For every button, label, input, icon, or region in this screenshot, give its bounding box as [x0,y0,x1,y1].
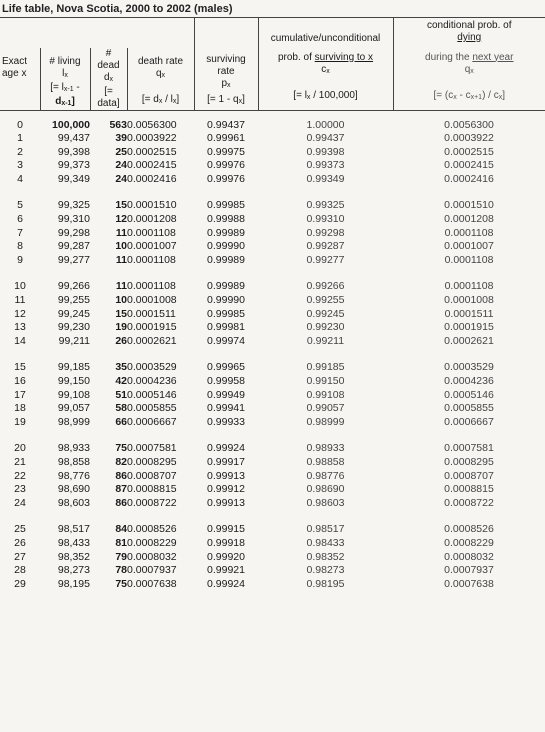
cell-surviving-rate: 0.99961 [207,132,245,145]
cell-conditional-prob: 0.0008032 [444,550,494,563]
cell-living: 98,690 [57,483,90,496]
cell-death-rate: 0.0001108 [127,280,176,293]
cell-age: 11 [14,294,26,307]
cell-death-rate: 0.0005146 [127,388,177,401]
cell-conditional-prob: 0.0003529 [444,361,494,374]
cell-age: 3 [17,159,23,172]
cell-dead: 26 [115,334,127,347]
cell-cumulative-prob: 0.99398 [306,145,345,158]
cell-surviving-rate: 0.99989 [207,280,245,293]
cell-dead: 87 [115,483,127,496]
cell-dead: 42 [115,375,127,387]
cell-cumulative-prob: 0.98858 [306,455,345,468]
cell-surviving-rate: 0.99913 [207,496,245,509]
table-row [0,240,545,254]
header-cumulative: prob. of surviving to x cx [= lx / 100,000] [258,48,393,111]
cell-cumulative-prob: 0.99437 [306,132,345,145]
table-row [0,389,545,403]
cell-living: 98,273 [57,564,90,577]
cell-age: 12 [14,307,26,320]
cell-age: 14 [14,334,26,347]
cell-death-rate: 0.0002415 [127,159,177,172]
cell-living: 99,310 [57,213,90,226]
cell-dead: 12 [115,213,127,226]
cell-living: 99,245 [57,307,90,320]
cell-living: 99,277 [57,253,90,266]
cell-cumulative-prob: 0.98933 [306,442,345,455]
group-spacer [0,186,545,199]
cell-death-rate: 0.0006667 [127,415,177,428]
table-row [0,537,545,551]
group-spacer [0,267,545,280]
cell-surviving-rate: 0.99437 [207,118,245,131]
cell-dead: 66 [115,415,127,428]
cell-living: 98,858 [57,455,90,468]
table-row [0,497,545,511]
cell-dead: 82 [115,455,127,468]
cell-age: 4 [17,172,23,185]
cell-dead: 10 [115,294,127,307]
cell-age: 23 [14,483,26,496]
cell-death-rate: 0.0007581 [127,442,177,455]
cell-living: 99,398 [57,145,90,158]
cell-surviving-rate: 0.99976 [207,172,245,185]
cell-surviving-rate: 0.99965 [207,361,245,374]
cell-cumulative-prob: 0.99245 [306,307,345,320]
cell-death-rate: 0.0002515 [127,145,177,158]
cell-cumulative-prob: 0.98999 [306,415,345,428]
header-surviving-rate: surviving rate px [= 1 - qx] [194,48,258,111]
cell-death-rate: 0.0008295 [127,455,177,468]
cell-conditional-prob: 0.0008722 [444,496,494,509]
cell-surviving-rate: 0.99920 [207,550,245,563]
cell-conditional-prob: 0.0002415 [444,159,494,172]
cell-age: 15 [14,361,26,374]
table-row [0,173,545,187]
cell-cumulative-prob: 0.98603 [306,496,345,509]
cell-surviving-rate: 0.99924 [207,577,245,590]
cell-living: 98,603 [57,496,90,509]
table-row [0,551,545,565]
cell-conditional-prob: 0.0001511 [444,307,494,320]
cell-surviving-rate: 0.99949 [207,388,245,401]
cell-death-rate: 0.0001510 [127,199,177,212]
header-living: # living lx [= lx-1 - dx-1] [40,48,90,111]
cell-living: 99,373 [57,159,90,172]
table-row [0,335,545,349]
table-row [0,308,545,322]
cell-death-rate: 0.0008707 [127,469,177,482]
cell-living: 99,298 [57,226,90,239]
cell-surviving-rate: 0.99985 [207,307,245,320]
cell-living: 99,211 [58,334,90,347]
cell-death-rate: 0.0004236 [127,375,177,387]
cell-cumulative-prob: 0.99298 [306,226,345,239]
group-spacer [0,429,545,442]
cell-dead: 11 [115,253,127,266]
group-spacer [0,110,545,119]
cell-conditional-prob: 0.0007638 [444,577,494,590]
table-row [0,470,545,484]
cell-dead: 78 [115,564,127,577]
table-row [0,254,545,268]
cell-living: 99,349 [57,172,90,185]
cell-surviving-rate: 0.99975 [207,145,245,158]
cell-surviving-rate: 0.99933 [207,415,245,428]
cell-dead: 86 [115,496,127,509]
cell-conditional-prob: 0.0002515 [444,145,494,158]
cell-cumulative-prob: 1.00000 [306,118,345,131]
cell-age: 24 [14,496,26,509]
cell-death-rate: 0.0003529 [127,361,177,374]
cell-death-rate: 0.0001108 [127,226,176,239]
cell-death-rate: 0.0056300 [127,118,177,131]
cell-age: 17 [14,388,26,401]
cell-conditional-prob: 0.0001208 [444,213,494,226]
cell-surviving-rate: 0.99990 [207,240,245,253]
cell-conditional-prob: 0.0001108 [444,280,494,293]
cell-living: 99,266 [57,280,90,293]
table-row [0,294,545,308]
cell-living: 100,000 [52,118,90,131]
cell-cumulative-prob: 0.99325 [306,199,345,212]
header-surv-top [194,18,258,48]
cell-conditional-prob: 0.0001008 [444,294,494,307]
cell-cumulative-prob: 0.98776 [306,469,345,482]
cell-death-rate: 0.0001108 [127,253,176,266]
table-row [0,227,545,241]
table-row [0,578,545,592]
cell-conditional-prob: 0.0006667 [444,415,494,428]
cell-cumulative-prob: 0.98433 [306,536,345,549]
cell-conditional-prob: 0.0007581 [444,442,494,455]
cell-death-rate: 0.0001208 [127,213,177,226]
table-row [0,280,545,294]
cell-conditional-prob: 0.0001007 [444,240,494,253]
cell-age: 18 [14,402,26,415]
cell-surviving-rate: 0.99976 [207,159,245,172]
header-conditional: during the next year qx [= (cx - cx+1) / cx] [393,48,545,111]
cell-living: 98,195 [57,577,90,590]
cell-dead: 35 [115,361,127,374]
header-cum-title: cumulative/unconditional [258,18,393,48]
table-row [0,375,545,389]
cell-age: 28 [14,564,26,577]
table-row [0,523,545,537]
cell-age: 5 [17,199,23,212]
cell-living: 99,108 [57,388,90,401]
cell-cumulative-prob: 0.99287 [306,240,345,253]
cell-dead: 58 [115,402,127,415]
cell-cumulative-prob: 0.99150 [306,375,345,387]
cell-surviving-rate: 0.99985 [207,199,245,212]
cell-dead: 25 [115,145,127,158]
cell-death-rate: 0.0001511 [127,307,176,320]
cell-conditional-prob: 0.0001108 [444,253,494,266]
table-row [0,483,545,497]
cell-conditional-prob: 0.0004236 [444,375,494,387]
cell-surviving-rate: 0.99974 [207,334,245,347]
cell-death-rate: 0.0008722 [127,496,177,509]
cell-conditional-prob: 0.0008526 [444,523,494,536]
cell-dead: 11 [115,280,127,293]
table-row [0,146,545,160]
table-row [0,402,545,416]
cell-conditional-prob: 0.0005146 [444,388,494,401]
page-title: Life table, Nova Scotia, 2000 to 2002 (males) [2,3,233,15]
cell-age: 9 [17,253,23,266]
cell-death-rate: 0.0005855 [127,402,177,415]
table-row [0,213,545,227]
table-row [0,442,545,456]
cell-conditional-prob: 0.0008229 [444,536,494,549]
cell-conditional-prob: 0.0002416 [444,172,494,185]
cell-surviving-rate: 0.99917 [207,455,245,468]
cell-age: 1 [17,132,23,145]
cell-living: 99,287 [57,240,90,253]
table-row [0,416,545,430]
cell-death-rate: 0.0008032 [127,550,177,563]
cell-conditional-prob: 0.0001510 [444,199,494,212]
cell-conditional-prob: 0.0008707 [444,469,494,482]
cell-surviving-rate: 0.99912 [207,483,245,496]
cell-dead: 75 [115,442,127,455]
cell-age: 2 [17,145,23,158]
cell-surviving-rate: 0.99988 [207,213,245,226]
table-row [0,321,545,335]
cell-age: 10 [14,280,26,293]
cell-surviving-rate: 0.99989 [207,226,245,239]
cell-cumulative-prob: 0.99310 [306,213,345,226]
cell-dead: 24 [115,159,127,172]
cell-living: 98,933 [57,442,90,455]
cell-dead: 75 [115,577,127,590]
header-cond-title: conditional prob. of dying [393,18,545,48]
cell-age: 8 [17,240,23,253]
cell-death-rate: 0.0008229 [127,536,177,549]
cell-conditional-prob: 0.0056300 [444,118,494,131]
cell-surviving-rate: 0.99913 [207,469,245,482]
cell-surviving-rate: 0.99915 [207,523,245,536]
cell-surviving-rate: 0.99989 [207,253,245,266]
cell-surviving-rate: 0.99921 [207,564,245,577]
cell-age: 7 [17,226,23,239]
header-death-rate: death rate qx [= dx / lx] [127,48,194,111]
cell-age: 29 [14,577,26,590]
cell-age: 21 [14,455,26,468]
cell-age: 16 [14,375,26,387]
cell-dead: 10 [115,240,127,253]
table-row [0,119,545,133]
cell-living: 98,999 [57,415,90,428]
cell-dead: 86 [115,469,127,482]
cell-death-rate: 0.0001008 [127,294,177,307]
cell-living: 99,150 [57,375,90,387]
cell-conditional-prob: 0.0008815 [444,483,494,496]
cell-cumulative-prob: 0.98195 [306,577,345,590]
cell-death-rate: 0.0002416 [127,172,177,185]
cell-death-rate: 0.0008815 [127,483,177,496]
cell-death-rate: 0.0008526 [127,523,177,536]
cell-surviving-rate: 0.99981 [207,321,245,334]
cell-dead: 15 [115,199,127,212]
cell-cumulative-prob: 0.99108 [306,388,345,401]
cell-dead: 24 [115,172,127,185]
cell-death-rate: 0.0003922 [127,132,177,145]
cell-age: 19 [14,415,26,428]
cell-dead: 79 [115,550,127,563]
cell-death-rate: 0.0001915 [127,321,177,334]
cell-cumulative-prob: 0.99266 [306,280,345,293]
cell-age: 25 [14,523,26,536]
group-spacer [0,510,545,523]
cell-cumulative-prob: 0.98517 [306,523,345,536]
cell-cumulative-prob: 0.99277 [306,253,345,266]
header-top-blank [0,18,194,48]
group-spacer [0,348,545,361]
cell-age: 13 [14,321,26,334]
cell-conditional-prob: 0.0007937 [444,564,494,577]
cell-age: 26 [14,536,26,549]
cell-conditional-prob: 0.0001108 [444,226,494,239]
cell-age: 6 [17,213,23,226]
cell-dead: 19 [115,321,127,334]
table-row [0,132,545,146]
cell-cumulative-prob: 0.99255 [306,294,345,307]
cell-dead: 15 [115,307,127,320]
cell-cumulative-prob: 0.98273 [306,564,345,577]
cell-age: 22 [14,469,26,482]
cell-cumulative-prob: 0.99373 [306,159,345,172]
cell-living: 98,776 [57,469,90,482]
table-row [0,199,545,213]
cell-cumulative-prob: 0.99057 [306,402,345,415]
cell-conditional-prob: 0.0005855 [444,402,494,415]
cell-dead: 563 [109,118,127,131]
cell-dead: 11 [115,226,127,239]
cell-living: 99,057 [57,402,90,415]
cell-surviving-rate: 0.99990 [207,294,245,307]
cell-conditional-prob: 0.0002621 [444,334,494,347]
cell-death-rate: 0.0007638 [127,577,177,590]
cell-cumulative-prob: 0.99185 [306,361,345,374]
cell-living: 99,230 [57,321,90,334]
cell-conditional-prob: 0.0003922 [444,132,494,145]
cell-age: 27 [14,550,26,563]
cell-conditional-prob: 0.0008295 [444,455,494,468]
cell-cumulative-prob: 0.99349 [306,172,345,185]
cell-surviving-rate: 0.99941 [207,402,245,415]
cell-death-rate: 0.0002621 [127,334,177,347]
table-body [0,110,545,591]
table-row [0,159,545,173]
cell-living: 98,517 [57,523,90,536]
header-dead: # dead dx [= data] [90,48,127,111]
cell-age: 0 [17,118,23,131]
table-row [0,361,545,375]
header-age: Exact age x [0,48,40,111]
cell-living: 99,325 [57,199,90,212]
cell-conditional-prob: 0.0001915 [444,321,494,334]
cell-dead: 81 [115,536,127,549]
cell-dead: 51 [115,388,127,401]
cell-cumulative-prob: 0.98690 [306,483,345,496]
cell-cumulative-prob: 0.98352 [306,550,345,563]
cell-surviving-rate: 0.99958 [207,375,245,387]
cell-living: 99,255 [57,294,90,307]
cell-living: 98,433 [57,536,90,549]
table-row [0,456,545,470]
cell-surviving-rate: 0.99918 [207,536,245,549]
cell-dead: 84 [115,523,127,536]
cell-death-rate: 0.0007937 [127,564,177,577]
cell-dead: 39 [115,132,127,145]
cell-age: 20 [14,442,26,455]
cell-living: 99,185 [57,361,90,374]
table-row [0,564,545,578]
cell-living: 99,437 [57,132,90,145]
cell-cumulative-prob: 0.99211 [306,334,345,347]
cell-death-rate: 0.0001007 [127,240,177,253]
cell-surviving-rate: 0.99924 [207,442,245,455]
cell-cumulative-prob: 0.99230 [306,321,345,334]
life-table [0,17,545,591]
cell-living: 98,352 [57,550,90,563]
